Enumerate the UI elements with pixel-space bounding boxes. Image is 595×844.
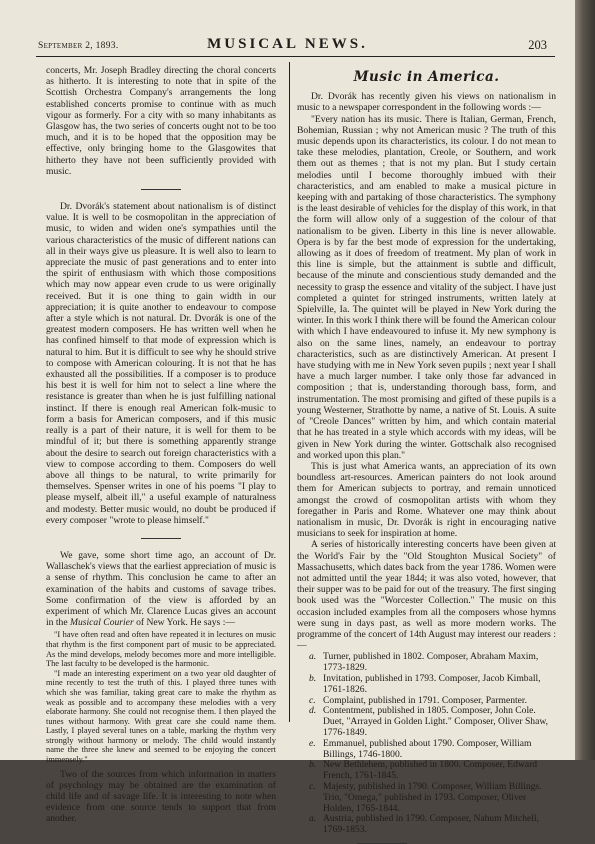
header-rule [36,56,555,57]
right-column [297,69,556,844]
book-edge [575,0,595,760]
section-title: Music in America. [353,69,500,85]
column-divider [289,62,290,722]
programme-item [297,739,556,761]
programme-item-text: Complaint, published in 1791. Composer, Parmenter. [323,694,527,706]
dvorak-nationalism-paragraph: Dr. Dvorák's statement about nationalism is of distinct value. It is well to be cosmopolitan in the appreciation of music, to widen and widen one's sympathies until the various characteristics of the music of different nations can all in their ways give us pleasure. It is well also to learn to appreciate the music of past generations and to enter into the spirit of enthusiasm with which those compositions which may now appear even crude to us were originally received. But it is one thing to gain width in our appreciation; it is quite another to endeavour to compose after a style which is not natural. Dr. Dvorák is one of the greatest modern composers. He has written well when he has confined himself to that mode of expression which is natural to him. But it is difficult to see why he should strive to compose with American colouring. It is not that he has exhausted all the possibilities. If a composer is to produce his best it is well for him not to select a line where the resistance is greater than when he is just fulfilling national instinct. If there is enough real American folk-music to form a basis for American composers, and if this music really is a part of their nature, it is well for them to be mindful of it; but there is something apparently strange about the desire to search out foreign characteristics with a view to compose according to them. Composers do well above all things to be natural, to write primarily for themselves. Spenser writes in one of his poems "I play to please myself, albeit ill," a useful example of naturalness and modesty. Better music would, no doubt be produced if every composer "wrote to please himself." [46,201,276,526]
programme-item-label: a. [309,813,317,825]
art-resources-paragraph: This is just what America wants, an appreciation of its own boundless art-resources. American painters do not look around them for American subjects to portray, and remain unnoticed amongst the crowd of cosmopolitan artists with whom they foregather in Paris and Rome. Whatever one may think about nationalism in music, Dr. Dvorák is right in encouraging native musicians to seek for inspiration at home. [297,460,556,540]
programme-item-text: New Bethlehem, published in 1800. Composer, Edward French, 1761-1845. [323,759,538,782]
programme-item-label: b. [309,759,317,771]
programme-item-text: Majesty, published in 1790. Composer, William Billings. [323,780,542,792]
programme-item-text: Turner, published in 1802. Composer, Abraham Maxim, 1773-1829. [323,651,539,674]
page-number: 203 [528,38,547,52]
programme-item-text: Austria, published in 1790. Composer, Nahum Mitchell, 1769-1853. [323,813,539,836]
quote-paragraph: "I made an interesting experiment on a two year old daughter of mine recently to test the truth of this. I played three tunes with which she was familiar, taking great care to make the rhythm as weak as possible and to accompany these melodies with a very elaborate harmony. She could not recognise them. I then played the tunes without harmony. With great care she could name them. Lastly, I played several tunes on a table, marking the rhythm very strongly without harmony or melody. The child would instantly name the three she knew and seemed to be enjoying the concert immensely." [46,668,276,765]
programme-item [297,793,556,815]
programme-item-text: Contentment, published in 1805. Composer, John Cole. [323,705,536,717]
rhythm-paragraph [46,550,276,628]
rhythm-text-end: of New York. He says :— [133,617,235,629]
lucas-quote [46,630,276,764]
header-date: September 2, 1893. [38,41,119,51]
programme-item-text: Invitation, published in 1793. Composer, Jacob Kimball, 1761-1826. [323,672,541,695]
programme-item-label: c. [309,694,316,706]
intro-paragraph: Dr. Dvorák has recently given his views on nationalism in music to a newspaper correspondent in the following words :— [297,91,556,114]
programme-item-text: Duet, "Arrayed in Golden Light." Composer, Oliver Shaw, 1776-1849. [323,716,549,738]
programme-item [297,652,556,674]
glasgow-concerts-paragraph: concerts, Mr. Joseph Bradley directing the choral concerts as hitherto. It is interesting to note that in spite of the Scottish Orchestra Company's arrangements the long established concerts promise to continue with as much vigour as formerly. For a city with so many inhabitants as Glasgow has, the two series of concerts ought not to be too much, and it is to be hoped that the opposition may be effective, only bringing home to the Glasgowites that hitherto they have not been sufficiently provided with music. [46,65,276,177]
programme-item-label: a. [309,651,317,663]
programme-item [297,814,556,836]
masthead-title: MUSICAL NEWS. [207,36,368,52]
programme-item [297,760,556,782]
programme-item-text: Emmanuel, published about 1790. Composer, William Billings, 1746-1800. [323,737,532,760]
programme-item-label: b. [309,672,317,684]
psychology-paragraph: Two of the sources from which information in matters of psychology may be obtained are the examination of child life and of savage life. It is interesting to note when evidence from one source tends to support that from another. [46,768,276,825]
musical-courier-title: Musical Courier [69,617,134,629]
concert-programme-list [297,652,556,836]
programme-item-label: e. [309,737,316,749]
left-column [46,65,276,825]
quote-paragraph: "I have often read and often have repeated it in lectures on music that rhythm is the first component part of music to be appreciated. As the mind develops, melody becomes more and more intelligible. The last faculty to be developed is the harmonic. [46,630,276,669]
stoughton-paragraph: A series of historically interesting concerts have been given at the World's Fair by the "Old Stoughton Musical Society" of Massachusetts, which dates back from the year 1786. Women were not admitted until the year 1844; it was also voted, however, that their supper was to be paid for out of the treasury. The first singing book used was the "Worcester Collection." The music on this occasion included examples from all the composers whose hymns were sung in days past, as well as more modern works. The programme of the concert of 14th August may interest our readers :— [297,539,556,652]
programme-item-label: c. [309,780,316,792]
dvorak-quote-paragraph: "Every nation has its music. There is Italian, German, French, Bohemian, Russian ; why not American music ? The truth of this music depends upon its characteristics, its colour. I do not mean to take these melodies, plantation, Creole, or Southern, and work them out as themes ; that is not my plan. But I study certain melodies until I become thoroughly imbued with their characteristics, and am enabled to make a musical picture in keeping with and partaking of those characteristics. The symphony is the least desirable of vehicles for the display of this work, in that the form will allow only of a suggestion of the colour of that nationalism to be given. Liberty in this line is never allowable. Opera is by far the best mode of expression for the undertaking, allowing as it does of freedom of treatment. My plan of work in this line is simple, but the attainment is subtle and difficult, because of the minute and conscientious study demanded and the necessity to grasp the essence and vitality of the subject. I have just completed a quintet for stringed instruments, written lately at Spielville, Ia. The quintet will be played in New York during the winter. In this work I think there will be found the American colour with which I have endeavoured to infuse it. My new symphony is also on the same lines, namely, an endeavour to portray characteristics, such as are distinctively American. At present I have studying with me in New York seven pupils ; next year I shall have a much larger number. I take only those far advanced in composition ; that is, understanding thorough bass, form, and instrumentation. The most promising and gifted of these pupils is a young Westerner, Strathotte by name, a native of St. Louis. A suite of "Creole Dances" written by him, and which contain material that he has treated in a style which accords with my ideas, will be given in New York during the winter. Gottschalk also recognised and worked upon this plan." [297,113,556,461]
programme-item [297,717,556,739]
programme-item [297,674,556,696]
section-separator [141,189,181,190]
programme-item-label: d. [309,705,317,717]
programme-item-text: Trio, "Omega," published in 1793. Composer, Oliver Holden, 1765-1844. [323,791,527,814]
rhythm-text: We gave, some short time ago, an account of Dr. Wallaschek's views that the earliest appreciation of music is a sense of rhythm. This conclusion he came to after an examination of the habits and customs of savage tribes. Some confirmation of the view is afforded by an experiment of which Mr. Clarence Lucas gives an account in the [46,549,276,629]
section-separator [141,538,181,539]
